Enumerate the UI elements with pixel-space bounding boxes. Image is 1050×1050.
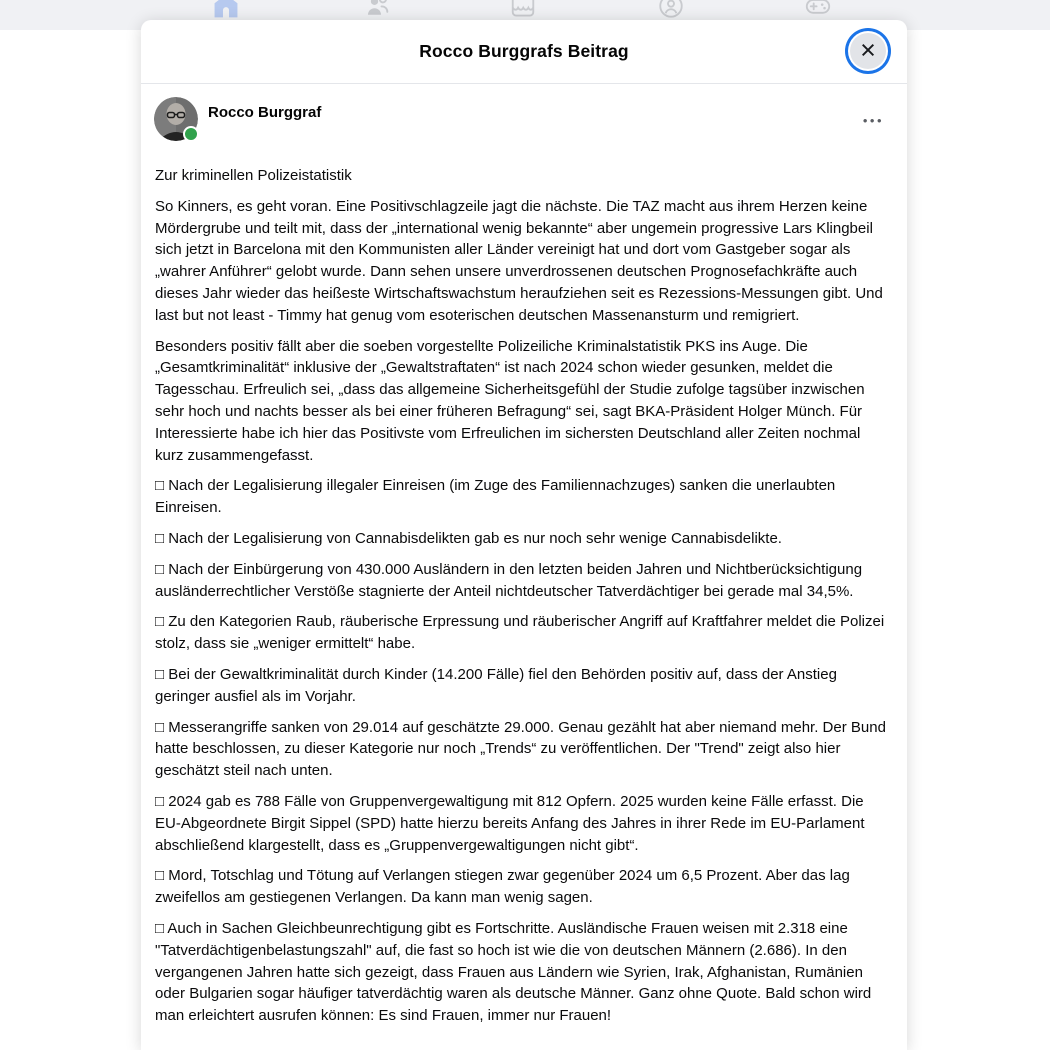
marketplace-icon[interactable] — [509, 0, 537, 20]
post-paragraph: □ Nach der Einbürgerung von 430.000 Ausländern in den letzten beiden Jahren und Nichtberücksichtigung ausländerrechtlicher Verstöße stagnierte der Anteil nichtdeutscher Tatverdächtiger bei gerade mal 34,5%. — [155, 560, 863, 600]
post-modal — [141, 20, 907, 1050]
modal-header — [141, 20, 907, 84]
modal-title: Rocco Burggrafs Beitrag — [419, 41, 629, 61]
post-paragraph: □ Nach der Legalisierung von Cannabisdelikten gab es nur noch sehr wenige Cannabisdelikte. — [155, 529, 782, 547]
post-paragraph: □ Zu den Kategorien Raub, räuberische Erpressung und räuberischer Angriff auf Kraftfahrer meldet die Polizei stolz, dass sie „weniger ermittelt“ habe. — [155, 613, 885, 653]
more-options-button[interactable] — [863, 112, 884, 129]
gaming-icon[interactable] — [804, 0, 832, 20]
post-paragraph: □ Nach der Legalisierung illegaler Einreisen (im Zuge des Familiennachzuges) sanken die unerlaubten Einreisen. — [155, 477, 836, 517]
post-paragraph: Besonders positiv fällt aber die soeben vorgestellte Polizeiliche Kriminalstatistik PKS ins Auge. Die „Gesamtkriminalität“ inklusive der „Gewaltstraftaten“ ist nach 2024 schon wieder gesunken, meldet die Tagesschau. Erfreulich sei, „dass das allgemeine Sicherheitsgefühl der Studie zufolge tagsüber inzwischen sehr hoch und nachts besser als bei einer früheren Befragung“ sei, sagt BKA-Präsident Holger Münch. Für Interessierte habe ich hier das Positivste vom Erfreulichen im sichersten Deutschland aller Zeiten nochmal kurz zusammengefasst. — [155, 337, 865, 464]
post-header — [141, 84, 907, 155]
post-paragraph: Zur kriminellen Polizeistatistik — [155, 167, 352, 184]
friends-icon[interactable] — [364, 0, 392, 20]
more-icon: ••• — [862, 113, 884, 128]
groups-icon[interactable] — [657, 0, 685, 20]
online-status-dot — [183, 126, 199, 142]
post-paragraph: □ 2024 gab es 788 Fälle von Gruppenvergewaltigung mit 812 Opfern. 2025 wurden keine Fälle erfasst. Die EU-Abgeordnete Birgit Sippel (SPD) hatte hierzu bereits Anfang des Jahres in ihrer Rede im EU-Parlament abschließend klargestellt, dass es „Gruppenvergewaltigungen nicht gibt“. — [155, 792, 865, 854]
post-paragraph: □ Messerangriffe sanken von 29.014 auf geschätzte 29.000. Genau gezählt hat aber niemand mehr. Der Bund hatte beschlossen, zu dieser Kategorie nur noch „Trends“ zu veröffentlichen. Der "Trend" zeigt also hier geschätzt steil nach unten. — [155, 718, 886, 780]
avatar[interactable] — [154, 97, 198, 141]
post-paragraph: So Kinners, es geht voran. Eine Positivschlagzeile jagt die nächste. Die TAZ macht aus ihrem Herzen keine Mördergrube und teilt mit, dass der „international wenig bekannte“ aber ungemein progressive Lars Klingbeil sich jetzt in Barcelona mit den Kommunisten aller Länder vereinigt hat und dort vom Gastgeber sogar als „wahrer Anführer“ gelobt wurde. Dann sehen unsere unverdrossenen deutschen Prognosefachkräfte auch dieses Jahr wieder das heißeste Wirtschaftswachstum heraufziehen seit es Rezessions-Messungen gibt. Und last but not least - Timmy hat genug vom esoterischen deutschen Massenansturm und remigriert. — [155, 197, 883, 324]
close-button[interactable] — [850, 33, 886, 69]
home-icon[interactable] — [212, 0, 240, 20]
close-icon: × — [860, 34, 876, 65]
author-name[interactable]: Rocco Burggraf — [208, 104, 322, 121]
post-paragraph: □ Bei der Gewaltkriminalität durch Kinder (14.200 Fälle) fiel den Behörden positiv auf, dass der Anstieg geringer ausfiel als im Vorjahr. — [155, 665, 837, 705]
post-paragraph: □ Mord, Totschlag und Tötung auf Verlangen stiegen zwar gegenüber 2024 um 6,5 Prozent. Aber das lag zweifellos am gestiegenen Verlangen. Da kann man wenig sagen. — [155, 867, 850, 907]
post-body — [141, 155, 907, 1027]
post-paragraph: □ Auch in Sachen Gleichbeunrechtigung gibt es Fortschritte. Ausländische Frauen weisen mit 2.318 eine "Tatverdächtigenbelastungszahl" auf, die fast so hoch ist wie die von deutschen Männern (2.686). In den vergangenen Jahren hatte sich gezeigt, dass Frauen aus Ländern wie Syrien, Irak, Afghanistan, Rumänien oder Bulgarien sogar häufiger tatverdächtig waren als deutsche Männer. Ganz ohne Quote. Bald schon wird man erleichtert ausrufen können: Es sind Frauen, immer nur Frauen! — [155, 919, 872, 1025]
